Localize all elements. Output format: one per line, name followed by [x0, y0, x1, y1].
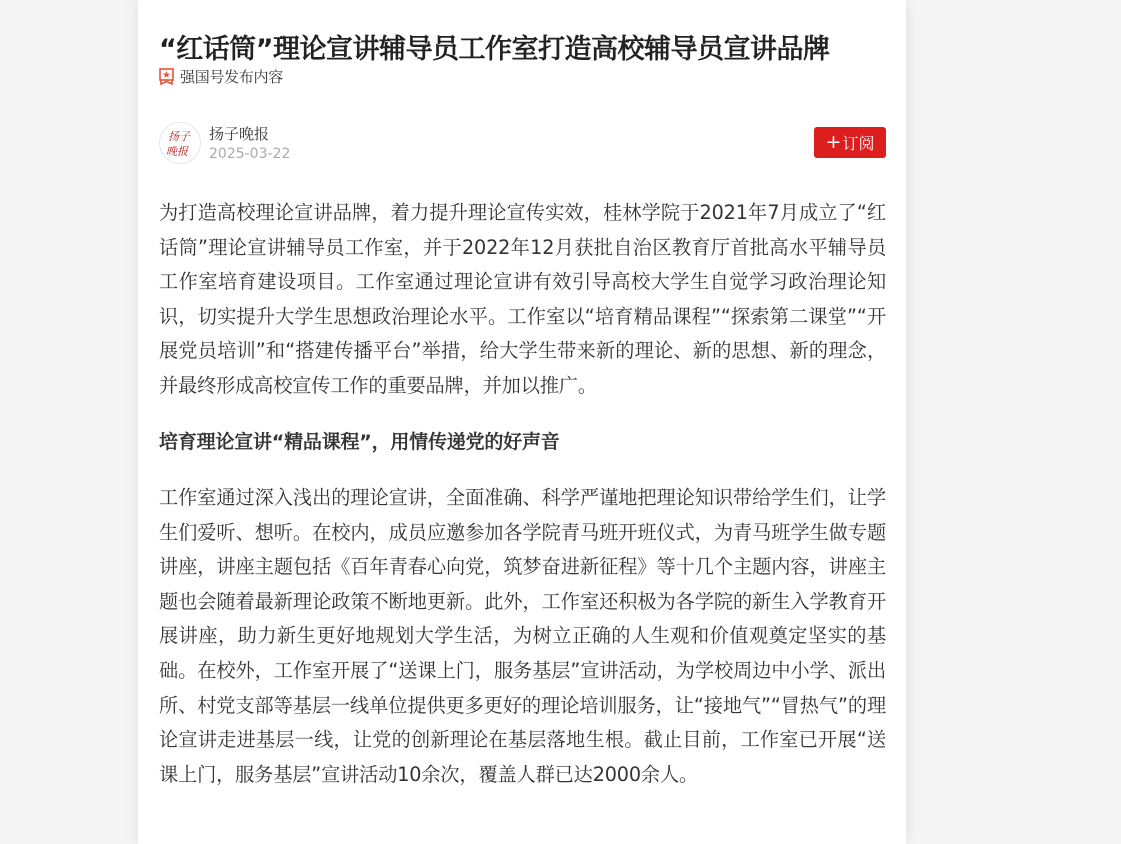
star-badge-icon [159, 68, 174, 85]
plus-icon: + [825, 131, 842, 153]
svg-text:晚报: 晚报 [166, 145, 188, 158]
section-heading: 培育理论宣讲“精品课程”，用情传递党的好声音 [159, 431, 560, 453]
article-title: “红话筒”理论宣讲辅导员工作室打造高校辅导员宣讲品牌 [159, 34, 830, 66]
article-paragraph: 工作室通过深入浅出的理论宣讲，全面准确、科学严谨地把理论知识带给学生们，让学生们爱听、想听。在校内，成员应邀参加各学院青马班开班仪式，为青马班学生做专题讲座，讲座主题包括《百年青春心向党，筑梦奋进新征程》等十几个主题内容，讲座主题也会随着最新理论政策不断地更新。此外，工作室还积极为各学院的新生入学教育开展讲座，助力新生更好地规划大学生活，为树立正确的人生观和价值观奠定坚实的基础。在校外，工作室开展了“送课上门，服务基层”宣讲活动，为学校周边中小学、派出所、村党支部等基层一线单位提供更多更好的理论培训服务，让“接地气”“冒热气”的理论宣讲走进基层一线，让党的创新理论在基层落地生根。截止目前，工作室已开展“送课上门，服务基层”宣讲活动10余次，覆盖人群已达2000余人。 [159, 486, 886, 786]
svg-text:扬子: 扬子 [168, 130, 190, 143]
author-name[interactable]: 扬子晚报 [209, 125, 270, 143]
article-paragraph: 为打造高校理论宣讲品牌，着力提升理论宣传实效，桂林学院于2021年7月成立了“红话筒”理论宣讲辅导员工作室，并于2022年12月获批自治区教育厅首批高水平辅导员工作室培育建设项目。工作室通过理论宣讲有效引导高校大学生自觉学习政治理论知识，切实提升大学生思想政治理论水平。工作室以“培育精品课程”“探索第二课堂”“开展党员培训”和“搭建传播平台”举措，给大学生带来新的理论、新的思想、新的理念，并最终形成高校宣传工作的重要品牌，并加以推广。 [159, 201, 886, 397]
avatar[interactable] [159, 122, 201, 164]
source-label: 强国号发布内容 [180, 67, 283, 86]
article-page [138, 0, 906, 844]
publish-date: 2025-03-22 [209, 146, 291, 162]
subscribe-button[interactable] [814, 127, 886, 158]
subscribe-label: 订阅 [842, 134, 875, 153]
source-line [159, 65, 283, 87]
author-row [159, 122, 886, 166]
